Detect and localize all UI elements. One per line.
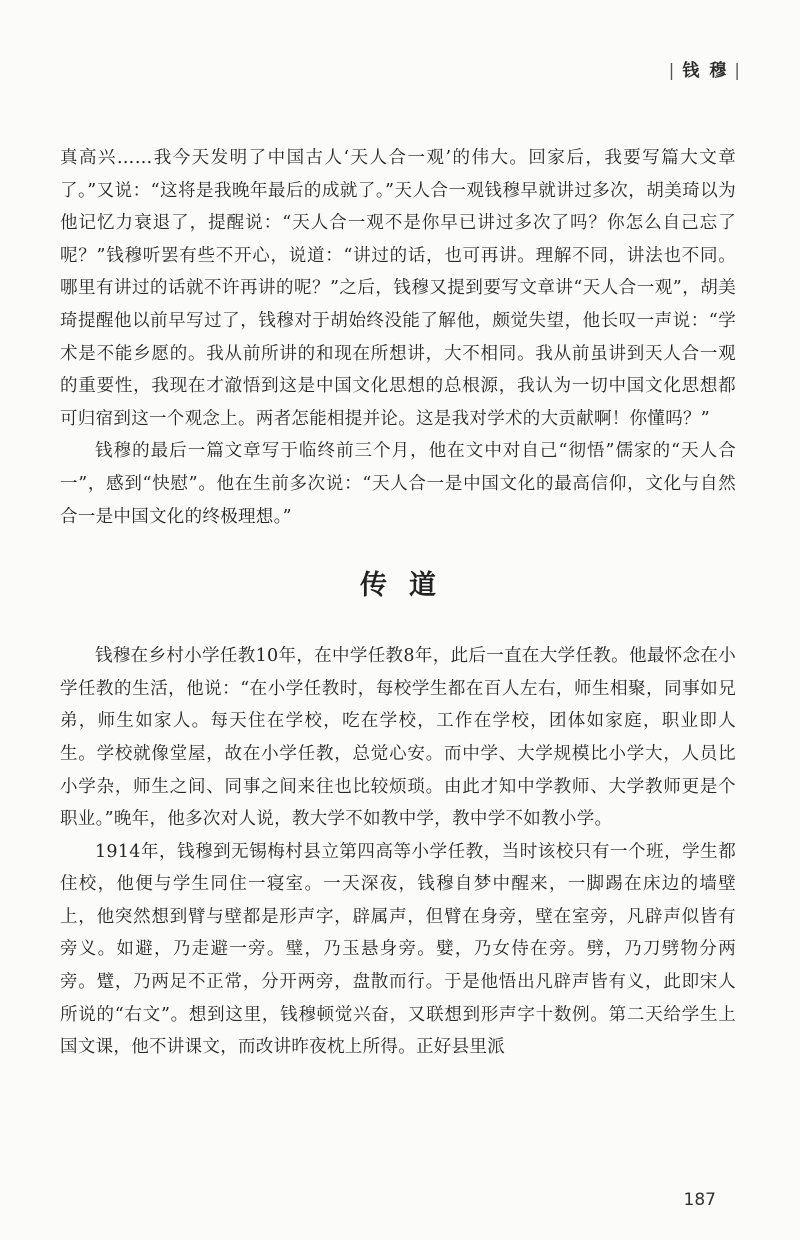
paragraph: 钱穆在乡村小学任教10年，在中学任教8年，此后一直在大学任教。他最怀念在小学任教的生活，他说：“在小学任教时，每校学生都在百人左右，师生相聚，同事如兄弟，师生如家人。每天住在学校，吃在学校，工作在学校，团体如家庭，职业即人生。学校就像堂屋，故在小学任教，总觉心安。而中学、大学规模比小学大，人员比小学杂，师生之间、同事之间来往也比较烦琐。由此才知中学教师、大学教师更是个职业。”晚年，他多次对人说，教大学不如教中学，教中学不如教小学。	[60, 646, 736, 830]
page-number: 187	[683, 1190, 716, 1210]
page-body	[60, 142, 736, 1064]
paragraph-continued: 真高兴……我今天发明了中国古人‘天人合一观’的伟大。回家后，我要写篇大文章了。”又说：“这将是我晚年最后的成就了。”天人合一观钱穆早就讲过多次，胡美琦以为他记忆力衰退了，提醒说：“天人合一观不是你早已讲过多次了吗？你怎么自己忘了呢？”钱穆听罢有些不开心，说道：“讲过的话，也可再讲。理解不同，讲法也不同。哪里有讲过的话就不许再讲的呢？”之后，钱穆又提到要写文章讲“天人合一观”，胡美琦提醒他以前早写过了，钱穆对于胡始终没能了解他，颇觉失望，他长叹一声说：“学术是不能乡愿的。我从前所讲的和现在所想讲，大不相同。我从前虽讲到天人合一观的重要性，我现在才澈悟到这是中国文化思想的总根源，我认为一切中国文化思想都可归宿到这一个观念上。两者怎能相提并论。这是我对学术的大贡献啊！你懂吗？”	[60, 148, 736, 429]
running-header	[663, 56, 748, 81]
section-title: 传道	[360, 570, 458, 602]
paragraph: 钱穆的最后一篇文章写于临终前三个月，他在文中对自己“彻悟”儒家的“天人合一”，感到“快慰”。他在生前多次说：“天人合一是中国文化的最高信仰，文化与自然合一是中国文化的终极理想。”	[60, 441, 736, 527]
paragraph: 1914年，钱穆到无锡梅村县立第四高等小学任教，当时该校只有一个班，学生都住校，他便与学生同住一寝室。一天深夜，钱穆自梦中醒来，一脚踢在床边的墙壁上，他突然想到臂与壁都是形声字，辟属声，但臂在身旁，壁在室旁，凡辟声似皆有旁义。如避，乃走避一旁。璧，乃玉悬身旁。嬖，乃女侍在旁。劈，乃刀劈物分两旁。躄，乃两足不正常，分开两旁，盘散而行。于是他悟出凡辟声皆有义，此即宋人所说的“右文”。想到这里，钱穆顿觉兴奋，又联想到形声字十数例。第二天给学生上国文课，他不讲课文，而改讲昨夜枕上所得。正好县里派	[60, 841, 736, 1058]
header-bar-left: |	[668, 61, 677, 81]
header-bar-right: |	[734, 61, 742, 81]
header-title: 钱 穆	[682, 61, 729, 81]
